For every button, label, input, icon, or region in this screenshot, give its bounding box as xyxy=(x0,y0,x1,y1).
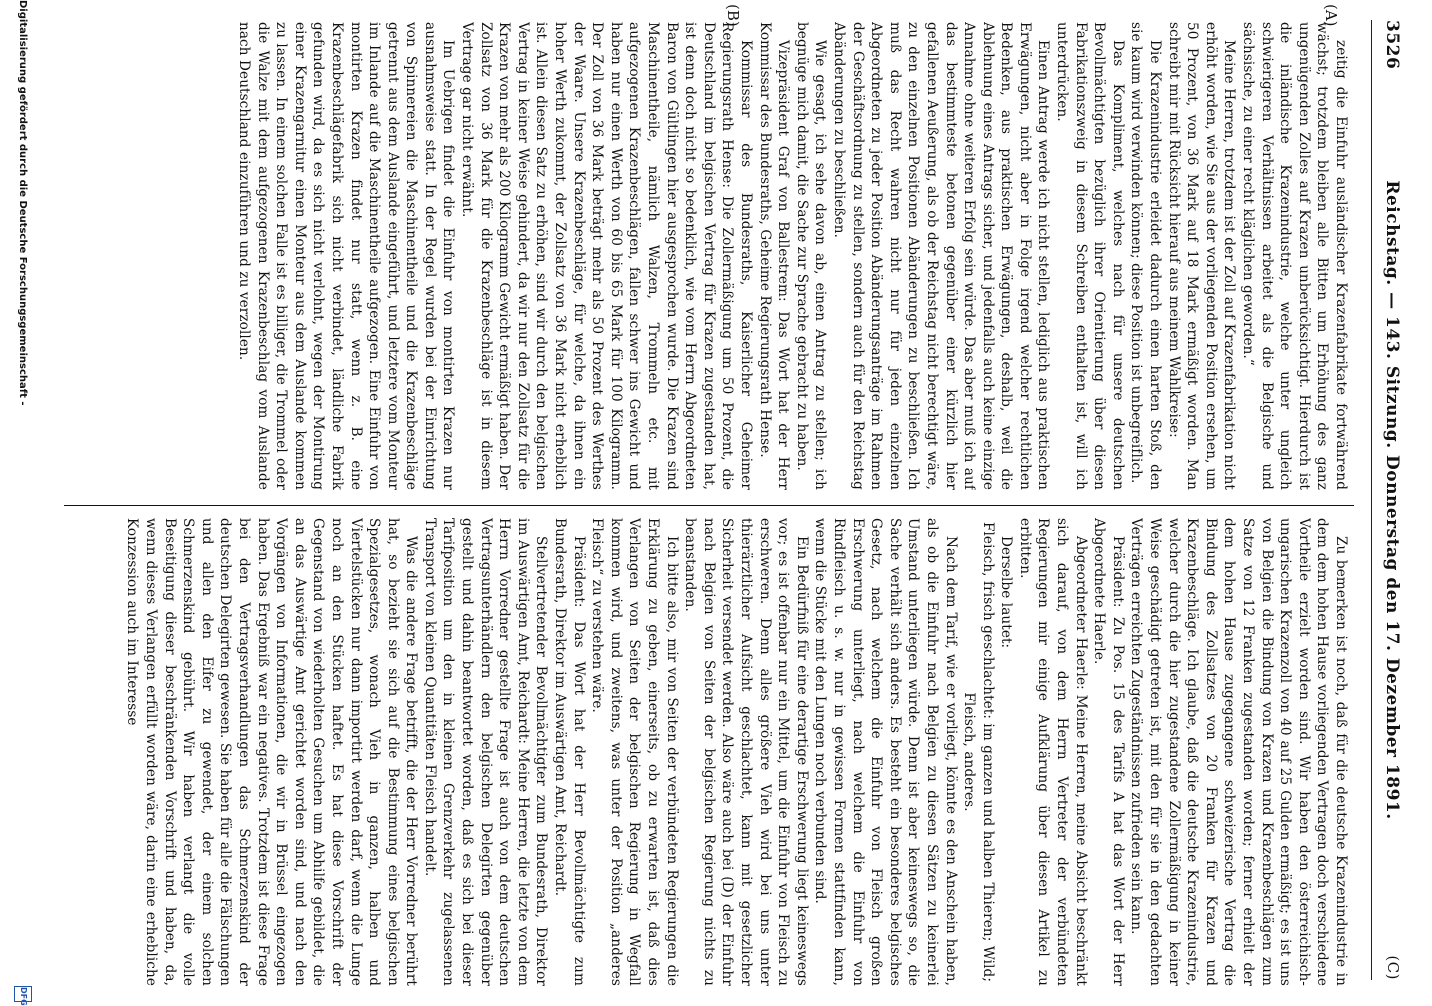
paragraph: Wie gesagt, ich sehe davon ab, einen Antrag zu stellen; ich begnüge mich damit, die Sache zur Sprache gebracht zu haben. xyxy=(793,22,829,490)
paragraph: Nach dem Tarif, wie er vorliegt, könnte es den Anschein haben, als ob die Einfuhr nach Belgien zu diesen Sätzen zu keinerlei Umstand unterliegen würde. Denn ist aber keineswegs so, die Sache verhält sich anders. Es besteht ein besonderes belgisches Gesetz, nach welchem die Einfuhr von Fleisch großen Erschwerung unterliegt, nach welchem die Einfuhr von Rindfleisch u. s. w. nur in gewissen Formen stattfinden kann, wenn die Stücke mit den Lungen noch verbunden sind. xyxy=(812,518,959,986)
speaker-paragraph: Präsident: Zu Pos. 15 des Tarifs A hat das Wort der Herr Abgeordnete Haerle. xyxy=(1091,518,1126,986)
funding-notice: Digitalisierung gefördert durch die Deutsche Forschungsgemeinschaft - xyxy=(17,0,28,406)
speaker-paragraph: Kommissar des Bundesraths, Kaiserlicher Geheimer Regierungsrath Hense: Die Zollermäßigung um 50 Prozent, die Deutschland im belgischen Vertrag für Krazen zugestanden hat, ist denn doch nicht so bedenklich, wie vom Herrn Abgeordneten Baron von Gültlingen hier ausgesprochen wurde. Die Krazen sind Maschinentheile, nämlich Walzen, Trommeln etc. mit aufgezogenen Krazenbeschlägen, fallen schwer ins Gewicht und haben nur einen Werth von 60 bis 65 Mark für 100 Kilogramm. Der Zoll von 36 Mark beträgt mehr als 50 Prozent des Werthes der Waare. Unsere Krazenbeschläge, für welche, da ihnen ein hoher Werth zukommt, der Zollsatz von 36 Mark nicht erheblich ist. Allein diesen Satz zu erhöhen, sind wir durch den belgischen Vertrag in keiner Weise gehindert, da wir nur den Zollsatz für die Krazen von mehr als 200 Kilogramm Gewicht ermäßigt haben. Der Zollsatz von 36 Mark für die Krazenbeschläge ist in diesem Vertrage gar nicht erwähnt. xyxy=(459,22,754,490)
quoted-tariff-line: Fleisch, frisch geschlachtet: im ganzen und halben Thieren; Wild; Fleisch, anderes. xyxy=(961,521,996,983)
paragraph: Was die andere Frage betrifft, die der Herr Vorredner berührt hat, so bezieht sie sich auf die Bestimmung eines belgischen Spezialgesetzes, wonach Vieh in ganzen, halben und Viertelstücken nur dann importirt werden darf, wenn die Lunge noch an den Stücken haftet. Es hat diese Vorschrift der Gegenstand von wiederholten Gesuchen um Abhilfe gebildet, die an das Auswärtige Amt gerichtet worden sind, und nach den Vorgängen von Informationen, die wir in Brüssel eingezogen haben. Das Ergebniß war ein negatives. Trotzdem ist diese Frage bei den Vertragsverhandlungen das Schmerzenskind der deutschen Delegirten gewesen. Sie haben für alle die Fälschungen und allen den Eifer zu gewendet, der einem solchen Schmerzenskind gebührt. Wir haben verlangt die volle Beseitigung dieser beschränkenden Vorschrift und haben, da, wenn dieses Verlangen erfüllt worden wäre, darin eine erhebliche Konzession auch im Interesse xyxy=(124,518,420,986)
page-header xyxy=(1374,20,1408,980)
digitization-footer xyxy=(6,0,36,1006)
speaker-paragraph: Präsident: Das Wort hat der Herr Bevollmächtigte zum Bundesrath, Direktor im Auswärtigen Amt, Reichardt. xyxy=(552,518,587,986)
right-column xyxy=(54,518,1350,986)
paragraph: Meine Herren, trotzdem ist der Zoll auf Krazenfabrikation nicht erhöht worden, wie Sie aus der vorliegenden Position ersehen, um 50 Prozent, von 36 Mark auf 18 Mark ermäßigt worden. Man schreibt mir mit Rücksicht hierauf aus meinem Wahlkreise: xyxy=(1165,22,1238,490)
margin-letter-a: (A) xyxy=(1322,4,1340,27)
paragraph: Ich bitte also, mir von Seiten der verbündeten Regierungen die Erklärung zu geben, einerseits, ob zu erwarten ist, daß dies Verlangen von Seiten der belgischen Regierung in Wegfall kommen wird, und zweitens, was unter der Position „anderes Fleisch“ zu verstehen wäre. xyxy=(589,518,680,986)
speaker-paragraph: Stellvertretender Bevollmächtigter zum Bundesrath, Direktor im Auswärtigen Amt, Reichardt: Meine Herren, die letzte von dem Herrn Vorredner gestellte Frage ist auch von dem deutschen Vertragsunterhändlern den belgischen Delegirten gegenüber gestellt und dahin beantwortet worden, daß es sich bei dieser Tarifposition um den in kleinen Grenzverkehr zugelassenen Transport von kleinen Quantitäten Fleisch handelt. xyxy=(421,518,550,986)
paragraph: Zu bemerken ist noch, daß für die deutsche Krazenindustrie in dem dem hohen Hause vorliegenden Vertragen doch verschiedene Vortheile erzielt worden sind. Wir haben den österreichisch-ungarischen Krazenzoll von 40 auf 25 Gulden ermäßigt; es ist uns von Belgien die Bindung von Krazen und Krazenbeschlägen zum Satze von 12 Franken zugestanden worden; ferner erhielt der dem hohen Hause zugegangene schweizerische Vertrag die Bindung des Zollsatzes von 20 Franken für Krazen und Krazenbeschläge. Ich glaube, daß die deutsche Krazenindustrie, welcher durch die hier zugestandene Zollermäßigung in keiner Weise geschädigt getreten ist, mit den für sie in den gedachten Verträgen erreichten Zugeständnissen zufrieden sein kann. xyxy=(1128,518,1349,986)
paragraph: Derselbe lautet: xyxy=(998,536,1015,649)
paragraph: zeitig die Einfuhr ausländischer Krazenfabrikate fortwährend wächst; trotzdem bleiben alle Bitten um Erhöhung des ganz ungenügenden Zolles auf Krazen unberücksichtigt. Hierdurch ist die inländische Krazenindustrie, welche unter ungleich schwierigeren Verhältnissen arbeitet als die Belgische und sächsische, zu einer recht kläglichen geworden.“ xyxy=(1240,22,1349,490)
running-title: Reichstag. — 143. Sitzung. Donnerstag den 17. Dezember 1891. xyxy=(1382,180,1402,820)
dfg-logo: DFG xyxy=(14,986,32,1002)
header-rule xyxy=(1371,20,1372,980)
paragraph: Die Krazenindustrie erleidet dadurch einen harten Stoß, den sie kaum wird verwinden können; diese Position ist unbegreiflich. xyxy=(1128,22,1164,490)
paragraph: Einen Antrag werde ich nicht stellen, lediglich aus praktischen Erwägungen, nicht aber in Folge irgend welcher rechtlichen Bedenken, aus praktischen Erwägungen, deshalb, weil die Ablehnung eines Antrags sicher, und jedenfalls auch keine einzige Annahme ohne weiteren Erfolg sein würde. Das aber muß ich auf das bestimmteste betonen gegenüber einer kürzlich hier gefallenen Aeußerung, als ob der Reichstag nicht berechtigt wäre, zu den einzelnen Positionen Abänderungen zu beschließen. Ich muß das Recht wahren nicht nur für jeden einzelnen Abgeordneten zu jeder Position Abänderungsanträge im Rahmen der Geschäftsordnung zu stellen, sondern auch für den Reichstag Abänderungen zu beschließen. xyxy=(830,22,1052,490)
margin-letter-header: (C) xyxy=(1384,955,1402,980)
page-number: 3526 xyxy=(1382,20,1402,70)
margin-letter-b: (B) xyxy=(724,4,742,27)
speaker-paragraph: Vizepräsident Graf von Ballestrem: Das Wort hat der Herr Kommissar des Bundesraths, Geheime Regierungsrath Hense. xyxy=(756,22,792,490)
paragraph: Ein Bedürfniß für eine derartige Erschwerung liegt keineswegs vor; es ist offenbar nur ein Mittel, um die Einfuhr von Fleisch zu erschweren. Denn alles größere Vieh wird bei uns unter thierärztlicher Aufsicht geschlachtet, kann mit gesetzlicher Sicherheit versendet werden. Also wäre auch bei (D) der Einfuhr nach Belgien von Seiten der belgischen Regierung nichts zu beanstanden. xyxy=(682,518,810,986)
speaker-paragraph: Abgeordneter Haerle: Meine Herren, meine Absicht beschränkt sich darauf, von dem Herrn Vertreter der verbündeten Regierungen mir einige Aufklärung über diesen Artikel zu erbitten. xyxy=(1016,518,1089,986)
paragraph: Das Kompliment, welches nach für unsere deutschen Bevollmächtigten bezüglich ihrer Orientierung über diesen Fabrikationszweig in diesem Schreiben enthalten ist, will ich unterdrücken. xyxy=(1054,22,1126,490)
paragraph: Im Uebrigen findet die Einfuhr von montirten Krazen nur ausnahmsweise statt. In der Regel wurden bei der Einrichtung von Spinnereien die Maschinentheile und die Krazenbeschläge getrennt aus dem Auslande eingeführt, und letztere vom Monteur im Inlande auf die Maschinentheile aufgezogen. Eine Einfuhr von montirten Krazen findet nur statt, wenn z. B. eine Krazenbeschlägefabrik sich nicht verbindet, ländliche Fabrik gefunden wird, da es sich nicht verlohnt, wegen der Montirung einer Krazengarnitur einen Monteur aus dem Auslande kommen zu lassen. In einem solchen Falle ist es billiger, die Trommel oder die Walze mit dem aufgezogenen Krazenbeschlag vom Auslande nach Deutschland einzuführen und zu verzollen. xyxy=(235,22,457,490)
column-divider xyxy=(64,505,1354,506)
left-column xyxy=(54,22,1350,490)
